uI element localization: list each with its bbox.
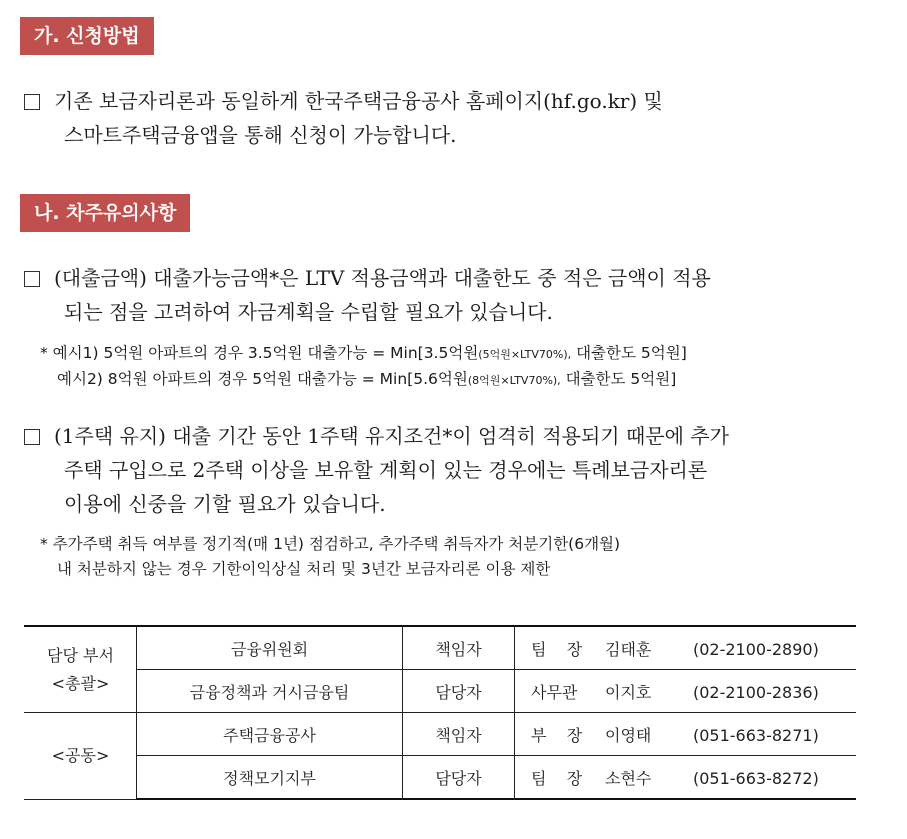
note-text: 대출한도 5억원]: [560, 370, 677, 388]
paragraph-line: 기존 보금자리론과 동일하게 한국주택금융공사 홈페이지(hf.go.kr) 및: [54, 89, 663, 113]
person-cell: [515, 756, 856, 800]
role-cell: 담당자: [403, 756, 515, 800]
org-cell: 금융위원회: [137, 626, 403, 670]
note-text: 내 처분하지 않는 경우 기한이익상실 처리 및 3년간 보금자리론 이용 제한: [57, 560, 551, 578]
person-cell: [515, 626, 856, 670]
person-title: 팀 장: [531, 639, 583, 659]
dept-label-cell: [25, 713, 137, 800]
note-small-text: (8억원×LTV70%),: [467, 374, 561, 387]
paragraph-loan-amount: [24, 261, 864, 329]
note-one-house: [40, 532, 620, 582]
paragraph-line: 이용에 신중을 기할 필요가 있습니다.: [64, 492, 386, 516]
paragraph-application: [24, 84, 864, 152]
org-cell: 정책모기지부: [137, 756, 403, 800]
person-name: 이영태: [605, 725, 652, 745]
note-text: * 추가주택 취득 여부를 정기적(매 1년) 점검하고, 추가주택 취득자가 처분기한(6개월): [40, 535, 621, 553]
dept-sublabel: <총괄>: [51, 673, 110, 693]
person-phone: (02-2100-2890): [693, 639, 819, 659]
person-title: 팀 장: [531, 768, 583, 788]
paragraph-line: (1주택 유지) 대출 기간 동안 1주택 유지조건*이 엄격히 적용되기 때문에 추가: [54, 424, 729, 448]
table-row: [25, 756, 856, 800]
table-row: [25, 626, 856, 670]
role-cell: 담당자: [403, 670, 515, 713]
dept-label-cell: [25, 626, 137, 713]
checkbox-square-icon: [24, 271, 40, 287]
person-name: 김태훈: [605, 639, 652, 659]
person-phone: (02-2100-2836): [693, 682, 819, 702]
section-heading-borrower-notes: 나. 차주유의사항: [20, 194, 190, 232]
paragraph-line: 되는 점을 고려하여 자금계획을 수립할 필요가 있습니다.: [64, 300, 553, 324]
dept-label: <공동>: [51, 745, 110, 765]
checkbox-square-icon: [24, 429, 40, 445]
person-cell: [515, 713, 856, 756]
person-phone: (051-663-8271): [693, 725, 819, 745]
paragraph-line: 주택 구입으로 2주택 이상을 보유할 계획이 있는 경우에는 특례보금자리론: [64, 458, 708, 482]
person-title: 부 장: [531, 725, 583, 745]
org-cell: 주택금융공사: [137, 713, 403, 756]
table-row: [25, 713, 856, 756]
paragraph-line: (대출금액) 대출가능금액*은 LTV 적용금액과 대출한도 중 적은 금액이 적용: [54, 266, 711, 290]
person-name: 소현수: [605, 768, 652, 788]
section-heading-application: 가. 신청방법: [20, 17, 154, 55]
person-name: 이지호: [605, 682, 652, 702]
paragraph-line: 스마트주택금융앱을 통해 신청이 가능합니다.: [64, 123, 457, 147]
table-row: [25, 670, 856, 713]
note-text: 대출한도 5억원]: [571, 344, 687, 362]
role-cell: 책임자: [403, 626, 515, 670]
person-phone: (051-663-8272): [693, 768, 819, 788]
role-cell: 책임자: [403, 713, 515, 756]
dept-label: 담당 부서: [47, 645, 114, 665]
checkbox-square-icon: [24, 94, 40, 110]
person-cell: [515, 670, 856, 713]
note-text: * 예시1) 5억원 아파트의 경우 3.5억원 대출가능 = Min[3.5억원: [40, 344, 479, 362]
person-title: 사무관: [531, 682, 578, 702]
contacts-table: [24, 625, 856, 800]
note-small-text: (5억원×LTV70%),: [478, 348, 572, 361]
paragraph-one-house: [24, 419, 864, 521]
org-cell: 금융정책과 거시금융팀: [137, 670, 403, 713]
note-loan-examples: [40, 341, 687, 393]
note-text: 예시2) 8억원 아파트의 경우 5억원 대출가능 = Min[5.6억원: [57, 370, 468, 388]
